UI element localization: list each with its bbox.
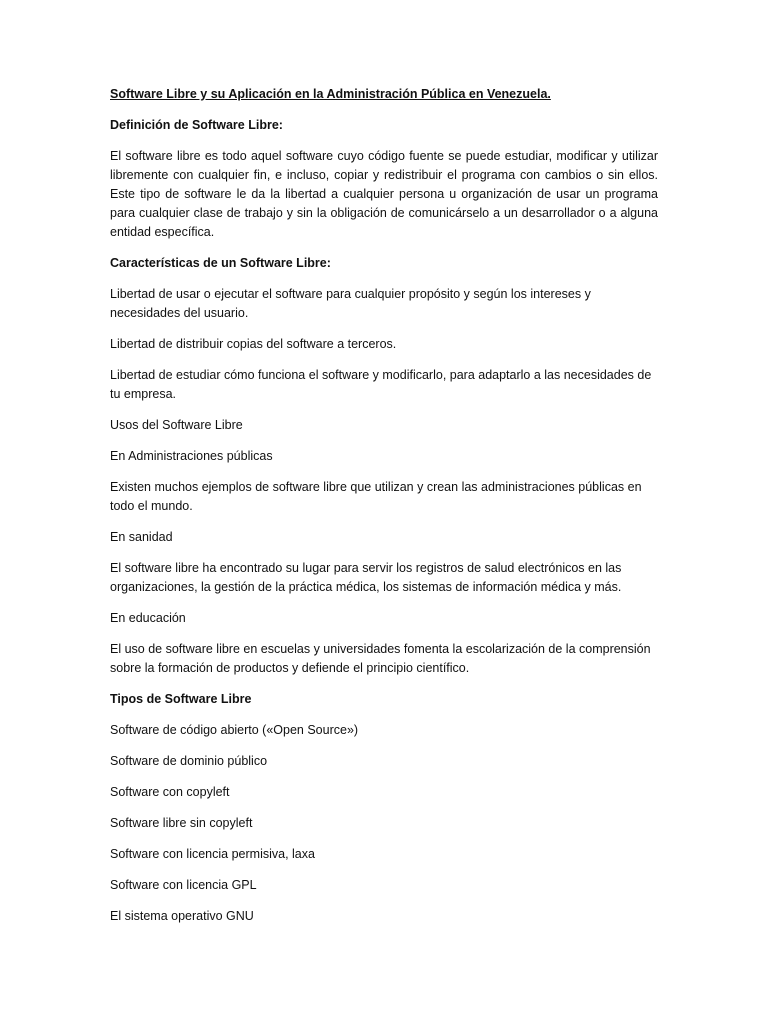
heading-characteristics: Características de un Software Libre: — [110, 256, 331, 270]
use-admin-text: Existen muchos ejemplos de software libre que utilizan y crean las administraciones públicas en todo el mundo. — [110, 480, 642, 513]
use-education-label: En educación — [110, 611, 186, 625]
type-item: Software de dominio público — [110, 754, 268, 768]
type-item: Software libre sin copyleft — [110, 816, 253, 830]
type-item: El sistema operativo GNU — [110, 909, 254, 923]
use-health-text: El software libre ha encontrado su lugar para servir los registros de salud electrónicos en las organizaciones, la gestión de la práctica médica, los sistemas de información médica y más. — [110, 561, 622, 594]
heading-definition: Definición de Software Libre: — [110, 118, 283, 132]
type-item: Software con licencia permisiva, laxa — [110, 847, 315, 861]
characteristic-item: Libertad de distribuir copias del software a terceros. — [110, 337, 397, 351]
use-health-label: En sanidad — [110, 530, 173, 544]
type-item: Software con licencia GPL — [110, 878, 257, 892]
use-education-text: El uso de software libre en escuelas y universidades fomenta la escolarización de la comprensión sobre la formación de productos y defiende el principio científico. — [110, 642, 651, 675]
characteristic-item: Libertad de estudiar cómo funciona el software y modificarlo, para adaptarlo a las necesidades de tu empresa. — [110, 368, 652, 401]
paragraph-definition: El software libre es todo aquel software cuyo código fuente se puede estudiar, modificar y utilizar libremente con cualquier fin, e incluso, copiar y redistribuir el programa con cambios o sin ellos. Este tipo de software le da la libertad a cualquier persona u organización de usar un programa para cualquier clase de trabajo y sin la obligación de comunicárselo a un desarrollador o a alguna entidad específica. — [110, 149, 658, 239]
heading-types: Tipos de Software Libre — [110, 692, 252, 706]
type-item: Software de código abierto («Open Source») — [110, 723, 359, 737]
type-item: Software con copyleft — [110, 785, 230, 799]
characteristic-item: Libertad de usar o ejecutar el software para cualquier propósito y según los intereses y necesidades del usuario. — [110, 287, 591, 320]
heading-uses: Usos del Software Libre — [110, 418, 243, 432]
document-body — [110, 85, 658, 938]
use-admin-label: En Administraciones públicas — [110, 449, 273, 463]
document-title: Software Libre y su Aplicación en la Administración Pública en Venezuela. — [110, 87, 551, 101]
